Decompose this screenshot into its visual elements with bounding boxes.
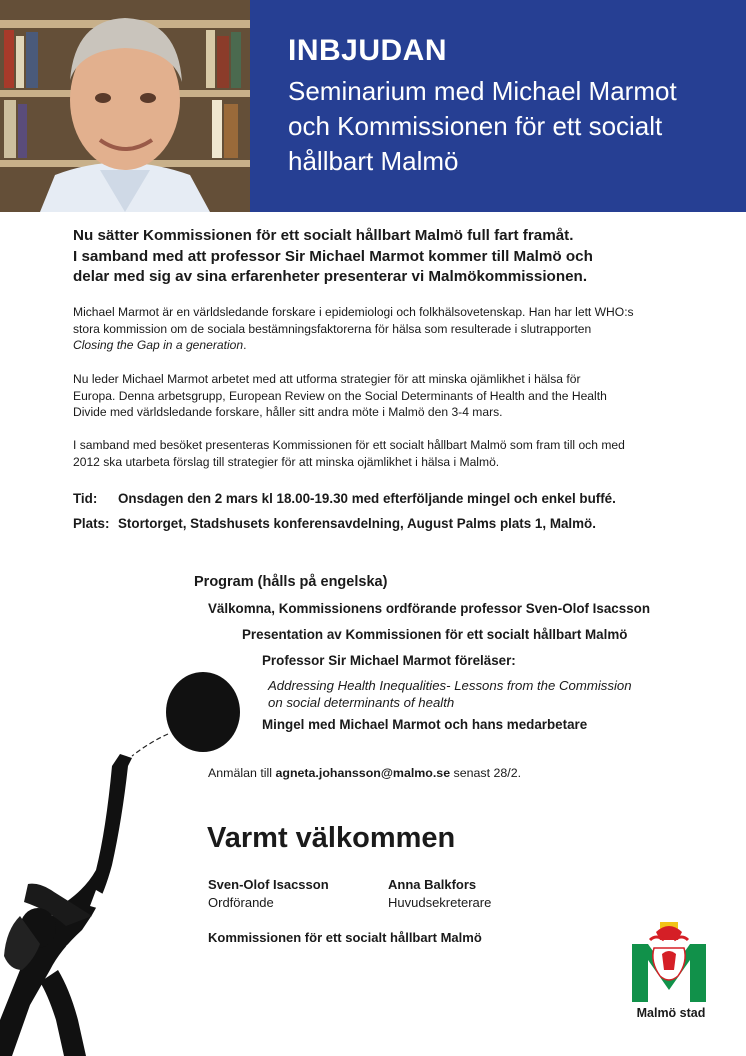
event-place: [73, 516, 596, 531]
registration-email[interactable]: agneta.johansson@malmo.se: [275, 766, 451, 780]
registration-suffix: senast 28/2.: [450, 766, 522, 780]
seminar-title-line: hållbart Malmö: [288, 146, 459, 176]
lead-paragraph: [73, 226, 683, 288]
paragraph-line: Europa. Denna arbetsgrupp, European Review on the Social Determinants of Health and the Health: [73, 388, 607, 403]
paragraph-line: 2012 ska utarbeta förslag till strategier för att minska ojämlikhet i hälsa i Malmö.: [73, 454, 500, 469]
time-value: Onsdagen den 2 mars kl 18.00-19.30 med efterföljande mingel och enkel buffé.: [118, 491, 616, 506]
seminar-title: [288, 74, 738, 179]
welcome-heading: Varmt välkommen: [207, 822, 456, 854]
paragraph-marmot-bio: [73, 304, 693, 354]
lead-line: delar med sig av sina erfarenheter presenterar vi Malmökommissionen.: [73, 268, 588, 285]
program-item-lecture: Professor Sir Michael Marmot föreläser:: [262, 653, 516, 668]
commission-name: Kommissionen för ett socialt hållbart Malmö: [208, 930, 482, 945]
invitation-heading: INBJUDAN: [288, 34, 448, 67]
lecture-title-line: Addressing Health Inequalities- Lessons from the Commission: [268, 678, 632, 693]
lecture-title: [268, 677, 632, 711]
time-label: Tid:: [73, 491, 98, 506]
lead-line: I samband med att professor Sir Michael Marmot kommer till Malmö och: [73, 247, 593, 265]
seminar-title-line: och Kommissionen för ett socialt: [288, 111, 663, 141]
signer-role: Ordförande: [208, 895, 274, 910]
program-title: Program (hålls på engelska): [194, 574, 388, 590]
event-time: [73, 491, 616, 506]
paragraph-line: Michael Marmot är en världsledande forskare i epidemiologi och folkhälsovetenskap. Han har lett WHO:s: [73, 305, 634, 319]
program-item-presentation: Presentation av Kommissionen för ett socialt hållbart Malmö: [242, 627, 628, 642]
header-banner: [250, 0, 746, 212]
program-item-mingle: Mingel med Michael Marmot och hans medarbetare: [262, 717, 588, 732]
paragraph-line: Nu leder Michael Marmot arbetet med att utforma strategier för att minska ojämlikhet i hälsa för: [73, 372, 581, 386]
registration-prefix: Anmälan till: [208, 766, 276, 780]
registration-note: [208, 766, 521, 780]
report-title: Closing the Gap in a generation: [73, 338, 244, 352]
paragraph-line: [73, 337, 693, 354]
signer-secretary: [388, 876, 491, 912]
paragraph-line: I samband med besöket presenteras Kommissionen för ett socialt hållbart Malmö som fram till och med: [73, 438, 625, 452]
paragraph-line: stora kommission om de sociala bestämningsfaktorerna för hälsa som resulterade i slutrapporten: [73, 321, 592, 336]
place-value: Stortorget, Stadshusets konferensavdelning, August Palms plats 1, Malmö.: [118, 516, 596, 531]
portrait-photo: [0, 0, 250, 212]
lead-line: Nu sätter Kommissionen för ett socialt hållbart Malmö full fart framåt.: [73, 227, 574, 244]
place-label: Plats:: [73, 516, 110, 531]
signer-name: Anna Balkfors: [388, 877, 477, 892]
paragraph-commission: [73, 437, 693, 470]
portrait-photo-icon: [0, 0, 250, 212]
logo-text: Malmö stad: [636, 1006, 706, 1020]
balloon-silhouette-icon: [0, 670, 240, 1056]
malmo-stad-logo: [626, 918, 716, 1026]
program-item-welcome: Välkomna, Kommissionens ordförande professor Sven-Olof Isacsson: [208, 601, 651, 616]
paragraph-european-review: [73, 371, 693, 421]
signer-name: Sven-Olof Isacsson: [208, 877, 329, 892]
paragraph-period: .: [243, 338, 247, 352]
paragraph-line: Divide med världsledande forskare, håller sitt andra möte i Malmö den 3-4 mars.: [73, 405, 503, 419]
malmo-coat-of-arms-icon: [626, 918, 716, 1004]
signer-role: Huvudsekreterare: [388, 895, 492, 910]
seminar-title-line: Seminarium med Michael Marmot: [288, 76, 677, 106]
lecture-title-line: on social determinants of health: [268, 695, 455, 710]
